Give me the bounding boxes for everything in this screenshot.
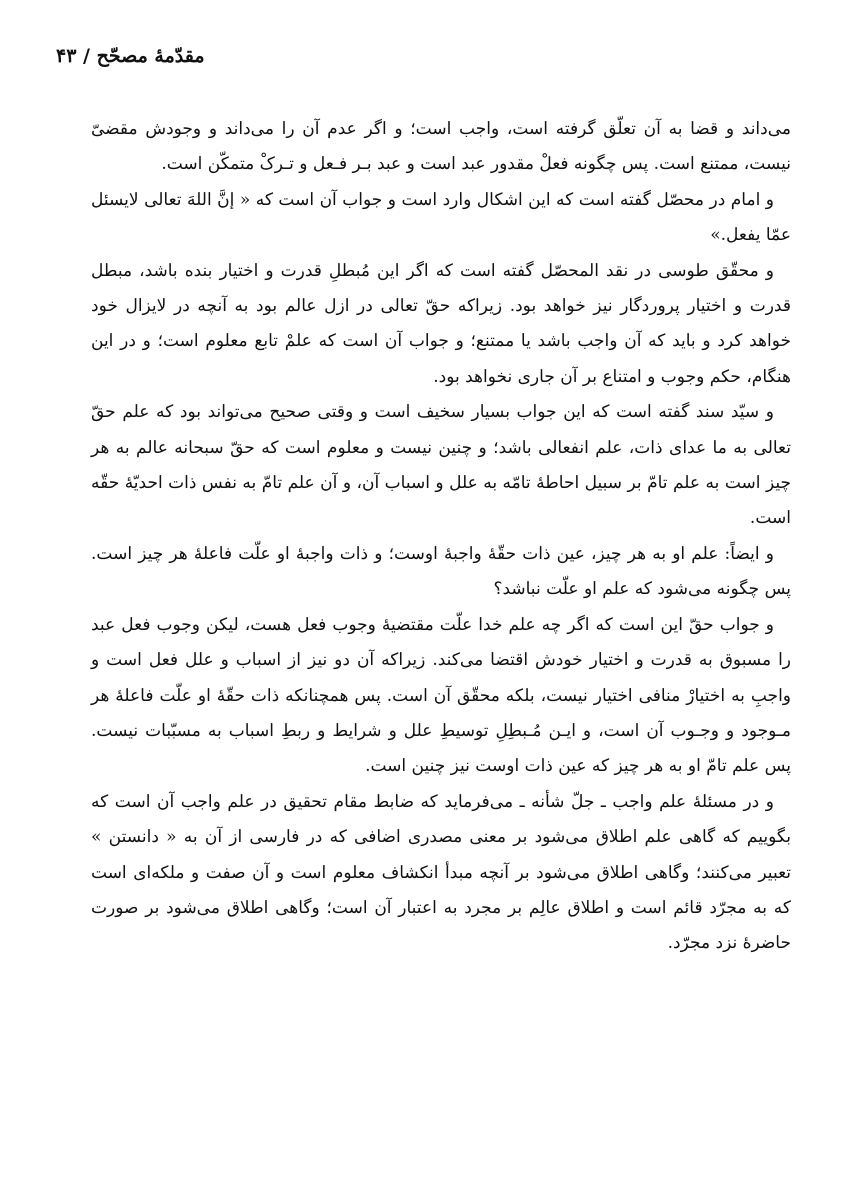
paragraph: و سیّد سند گفته است که این جواب بسیار سخیف است و وقتی صحیح می‌تواند بود که علم حقّ تعالی به ما عدای ذات، علم انفعالی باشد؛ و چنین نیست و معلوم است که حقّ سبحانه عالم به هر چیز است به علم تامّ بر سبیل احاطهٔ تامّه به علل و اسباب آن، و آن علم تامّ به نفس ذات احدیّهٔ حقّه است. [91, 402, 791, 529]
body-text [91, 112, 791, 962]
paragraph: می‌داند و قضا به آن تعلّق گرفته است، واجب است؛ و اگر عدم آن را می‌داند و وجودش مقضیّ نیست، ممتنع است. پس چگونه فعلْ مقدور عبد است و عبد بـر فـعل و تـرکْ متمکّن است. [91, 119, 791, 175]
page-number-header: مقدّمهٔ مصحّح / ۴۳ [56, 45, 205, 67]
paragraph: و امام در محصّل گفته است که این اشکال وارد است و جواب آن است که « إنَّ اللهَ تعالی لایسئل عمّا یفعل.» [91, 189, 791, 246]
paragraph: و ایضاً: علم او به هر چیز، عین ذات حقّهٔ واجبهٔ اوست؛ و ذات واجبهٔ او علّت فاعلهٔ هر چیز است. پس چگونه می‌شود که علم او علّت نباشد؟ [91, 543, 791, 600]
paragraph: و در مسئلهٔ علم واجب ـ جلّ شأنه ـ می‌فرماید که ضابط مقام تحقیق در علم واجب آن است که بگوییم که گاهی علم اطلاق می‌شود بر معنی مصدری اضافی که در فارسی از آن به « دانستن » تعبیر می‌کنند؛ وگاهی اطلاق می‌شود بر آنچه مبدأ انکشاف معلوم است و آن صفت و ملکه‌ای است که به مجرّد قائم است و اطلاق عالِم بر مجرد به اعتبار آن است؛ وگاهی اطلاق می‌شود بر صورت حاضرهٔ نزد مجرّد. [91, 791, 791, 954]
paragraph: و جواب حقّ این است که اگر چه علم خدا علّت مقتضیهٔ وجوب فعل هست، لیکن وجوب فعل عبد را مسبوق به قدرت و اختیار خودش اقتضا می‌کند. زیراکه آن دو نیز از اسباب و علل فعل است و واجبِ به اختیارْ منافی اختیار نیست، بلکه محقّق آن است. پس همچنانکه ذات حقّهٔ او علّت فاعلهٔ هر مـوجود و وجـوب آن است، و ایـن مُـبطِلِ توسیطِ علل و شرایط و ربطِ اسباب به مسبّبات نیست. پس علم تامّ او به هر چیز که عین ذات اوست نیز چنین است. [91, 614, 791, 777]
paragraph: و محقّق طوسی در نقد المحصّل گفته است که اگر این مُبطلِ قدرت و اختیار بنده باشد، مبطل قدرت و اختیار پروردگار نیز خواهد بود. زیراکه حقّ تعالی در ازل عالم بود به آنچه در لایزال خود خواهد کرد و باید که آن واجب باشد یا ممتنع؛ و جواب آن است که علمْ تابع معلوم است؛ و در این هنگام، حکم وجوب و امتناع بر آن جاری نخواهد بود. [91, 260, 791, 387]
